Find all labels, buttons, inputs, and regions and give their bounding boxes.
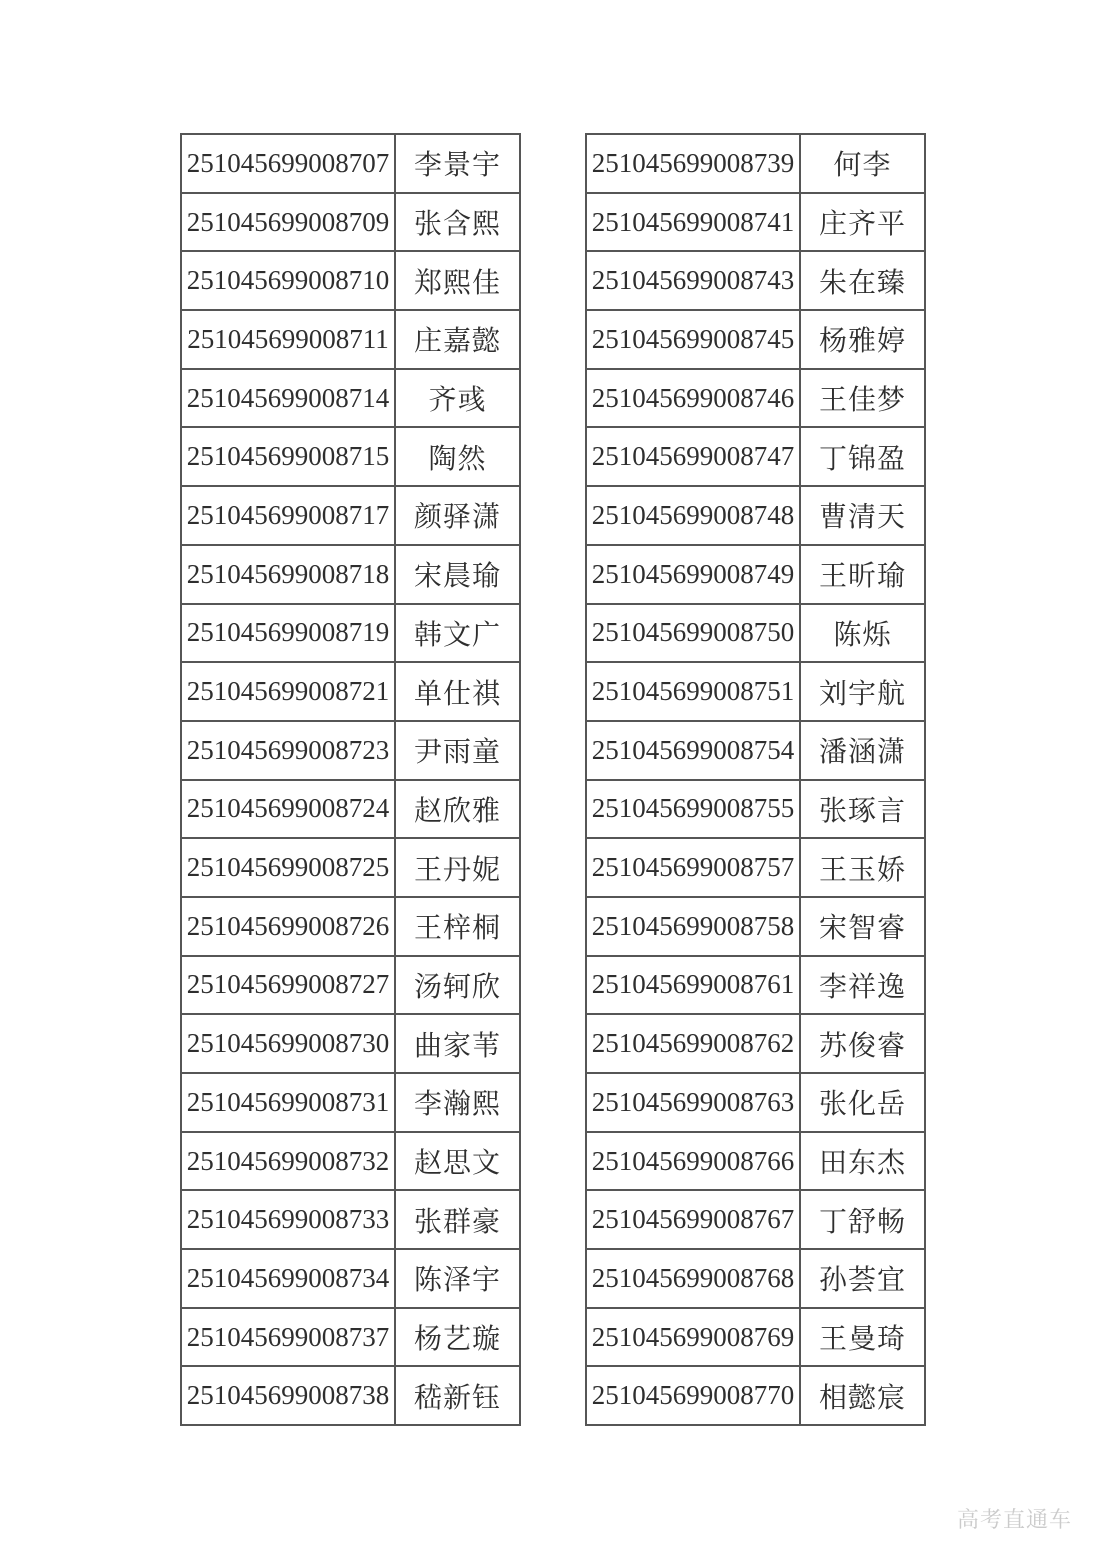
candidate-id-cell: 251045699008733 — [181, 1190, 395, 1249]
candidate-id-cell: 251045699008719 — [181, 604, 395, 663]
table-row — [181, 1308, 520, 1367]
candidate-id-cell: 251045699008763 — [586, 1073, 800, 1132]
candidate-name-cell: 庄齐平 — [800, 193, 925, 252]
candidate-name-cell: 陶然 — [395, 427, 520, 486]
table-row — [586, 1073, 925, 1132]
candidate-id-cell: 251045699008769 — [586, 1308, 800, 1367]
candidate-name-cell: 嵇新钰 — [395, 1366, 520, 1425]
table-row — [586, 1014, 925, 1073]
candidate-name-cell: 郑熙佳 — [395, 251, 520, 310]
table-row — [181, 1249, 520, 1308]
candidate-name-cell: 曲家苇 — [395, 1014, 520, 1073]
candidate-name-cell: 苏俊睿 — [800, 1014, 925, 1073]
candidate-id-cell: 251045699008754 — [586, 721, 800, 780]
table-row — [181, 134, 520, 193]
candidate-id-cell: 251045699008709 — [181, 193, 395, 252]
candidate-name-cell: 王曼琦 — [800, 1308, 925, 1367]
candidate-id-cell: 251045699008746 — [586, 369, 800, 428]
table-row — [181, 956, 520, 1015]
table-row — [586, 545, 925, 604]
candidate-name-cell: 杨雅婷 — [800, 310, 925, 369]
roster-table-right — [585, 133, 926, 1426]
table-row — [586, 1366, 925, 1425]
candidate-name-cell: 朱在臻 — [800, 251, 925, 310]
table-row — [586, 838, 925, 897]
candidate-id-cell: 251045699008715 — [181, 427, 395, 486]
candidate-name-cell: 尹雨童 — [395, 721, 520, 780]
candidate-id-cell: 251045699008725 — [181, 838, 395, 897]
table-row — [181, 721, 520, 780]
table-row — [181, 310, 520, 369]
table-row — [586, 1249, 925, 1308]
candidate-id-cell: 251045699008768 — [586, 1249, 800, 1308]
candidate-id-cell: 251045699008767 — [586, 1190, 800, 1249]
candidate-id-cell: 251045699008741 — [586, 193, 800, 252]
candidate-id-cell: 251045699008730 — [181, 1014, 395, 1073]
table-row — [181, 427, 520, 486]
candidate-name-cell: 宋晨瑜 — [395, 545, 520, 604]
candidate-id-cell: 251045699008732 — [181, 1132, 395, 1191]
table-row — [586, 662, 925, 721]
candidate-id-cell: 251045699008718 — [181, 545, 395, 604]
candidate-id-cell: 251045699008711 — [181, 310, 395, 369]
table-row — [181, 838, 520, 897]
candidate-id-cell: 251045699008757 — [586, 838, 800, 897]
candidate-id-cell: 251045699008758 — [586, 897, 800, 956]
candidate-name-cell: 赵思文 — [395, 1132, 520, 1191]
candidate-id-cell: 251045699008770 — [586, 1366, 800, 1425]
candidate-name-cell: 单仕祺 — [395, 662, 520, 721]
candidate-name-cell: 潘涵潇 — [800, 721, 925, 780]
table-row — [586, 486, 925, 545]
table-row — [586, 956, 925, 1015]
candidate-id-cell: 251045699008762 — [586, 1014, 800, 1073]
candidate-id-cell: 251045699008710 — [181, 251, 395, 310]
candidate-id-cell: 251045699008751 — [586, 662, 800, 721]
candidate-id-cell: 251045699008739 — [586, 134, 800, 193]
candidate-name-cell: 庄嘉懿 — [395, 310, 520, 369]
table-row — [586, 193, 925, 252]
candidate-name-cell: 相懿宸 — [800, 1366, 925, 1425]
candidate-name-cell: 张琢言 — [800, 780, 925, 839]
candidate-name-cell: 何李 — [800, 134, 925, 193]
candidate-name-cell: 张群豪 — [395, 1190, 520, 1249]
candidate-name-cell: 陈泽宇 — [395, 1249, 520, 1308]
candidate-name-cell: 李景宇 — [395, 134, 520, 193]
table-row — [181, 897, 520, 956]
candidate-name-cell: 宋智睿 — [800, 897, 925, 956]
candidate-id-cell: 251045699008761 — [586, 956, 800, 1015]
candidate-id-cell: 251045699008743 — [586, 251, 800, 310]
table-row — [586, 427, 925, 486]
candidate-id-cell: 251045699008721 — [181, 662, 395, 721]
candidate-name-cell: 王昕瑜 — [800, 545, 925, 604]
candidate-name-cell: 王丹妮 — [395, 838, 520, 897]
candidate-id-cell: 251045699008726 — [181, 897, 395, 956]
candidate-name-cell: 王梓桐 — [395, 897, 520, 956]
table-row — [181, 1366, 520, 1425]
candidate-id-cell: 251045699008745 — [586, 310, 800, 369]
candidate-name-cell: 陈烁 — [800, 604, 925, 663]
table-row — [181, 604, 520, 663]
table-row — [181, 193, 520, 252]
candidate-id-cell: 251045699008749 — [586, 545, 800, 604]
table-row — [586, 604, 925, 663]
candidate-id-cell: 251045699008714 — [181, 369, 395, 428]
candidate-name-cell: 刘宇航 — [800, 662, 925, 721]
candidate-id-cell: 251045699008731 — [181, 1073, 395, 1132]
candidate-id-cell: 251045699008717 — [181, 486, 395, 545]
candidate-name-cell: 王玉娇 — [800, 838, 925, 897]
table-row — [586, 897, 925, 956]
candidate-id-cell: 251045699008724 — [181, 780, 395, 839]
table-row — [586, 780, 925, 839]
table-row — [586, 134, 925, 193]
candidate-name-cell: 齐彧 — [395, 369, 520, 428]
candidate-name-cell: 杨艺璇 — [395, 1308, 520, 1367]
roster-table-left — [180, 133, 521, 1426]
candidate-id-cell: 251045699008727 — [181, 956, 395, 1015]
table-row — [181, 780, 520, 839]
candidate-id-cell: 251045699008738 — [181, 1366, 395, 1425]
candidate-name-cell: 曹清天 — [800, 486, 925, 545]
candidate-name-cell: 李祥逸 — [800, 956, 925, 1015]
candidate-name-cell: 孙荟宜 — [800, 1249, 925, 1308]
table-row — [181, 545, 520, 604]
candidate-id-cell: 251045699008755 — [586, 780, 800, 839]
candidate-name-cell: 汤轲欣 — [395, 956, 520, 1015]
candidate-id-cell: 251045699008748 — [586, 486, 800, 545]
candidate-name-cell: 丁舒畅 — [800, 1190, 925, 1249]
table-row — [586, 310, 925, 369]
candidate-name-cell: 韩文广 — [395, 604, 520, 663]
table-row — [586, 1308, 925, 1367]
candidate-name-cell: 丁锦盈 — [800, 427, 925, 486]
candidate-id-cell: 251045699008766 — [586, 1132, 800, 1191]
candidate-id-cell: 251045699008723 — [181, 721, 395, 780]
table-row — [181, 1073, 520, 1132]
table-row — [586, 369, 925, 428]
candidate-name-cell: 颜驿潇 — [395, 486, 520, 545]
candidate-id-cell: 251045699008750 — [586, 604, 800, 663]
table-row — [181, 1014, 520, 1073]
table-row — [586, 721, 925, 780]
candidate-id-cell: 251045699008707 — [181, 134, 395, 193]
candidate-name-cell: 王佳梦 — [800, 369, 925, 428]
candidate-name-cell: 张化岳 — [800, 1073, 925, 1132]
table-row — [586, 251, 925, 310]
candidate-name-cell: 赵欣雅 — [395, 780, 520, 839]
candidate-name-cell: 李瀚熙 — [395, 1073, 520, 1132]
table-row — [181, 662, 520, 721]
candidate-id-cell: 251045699008734 — [181, 1249, 395, 1308]
candidate-name-cell: 张含熙 — [395, 193, 520, 252]
candidate-name-cell: 田东杰 — [800, 1132, 925, 1191]
watermark-text: 高考直通车 — [956, 1507, 1072, 1532]
table-row — [181, 1190, 520, 1249]
table-row — [586, 1190, 925, 1249]
table-row — [181, 251, 520, 310]
table-row — [181, 369, 520, 428]
candidate-id-cell: 251045699008747 — [586, 427, 800, 486]
table-row — [181, 486, 520, 545]
table-row — [586, 1132, 925, 1191]
candidate-id-cell: 251045699008737 — [181, 1308, 395, 1367]
table-row — [181, 1132, 520, 1191]
